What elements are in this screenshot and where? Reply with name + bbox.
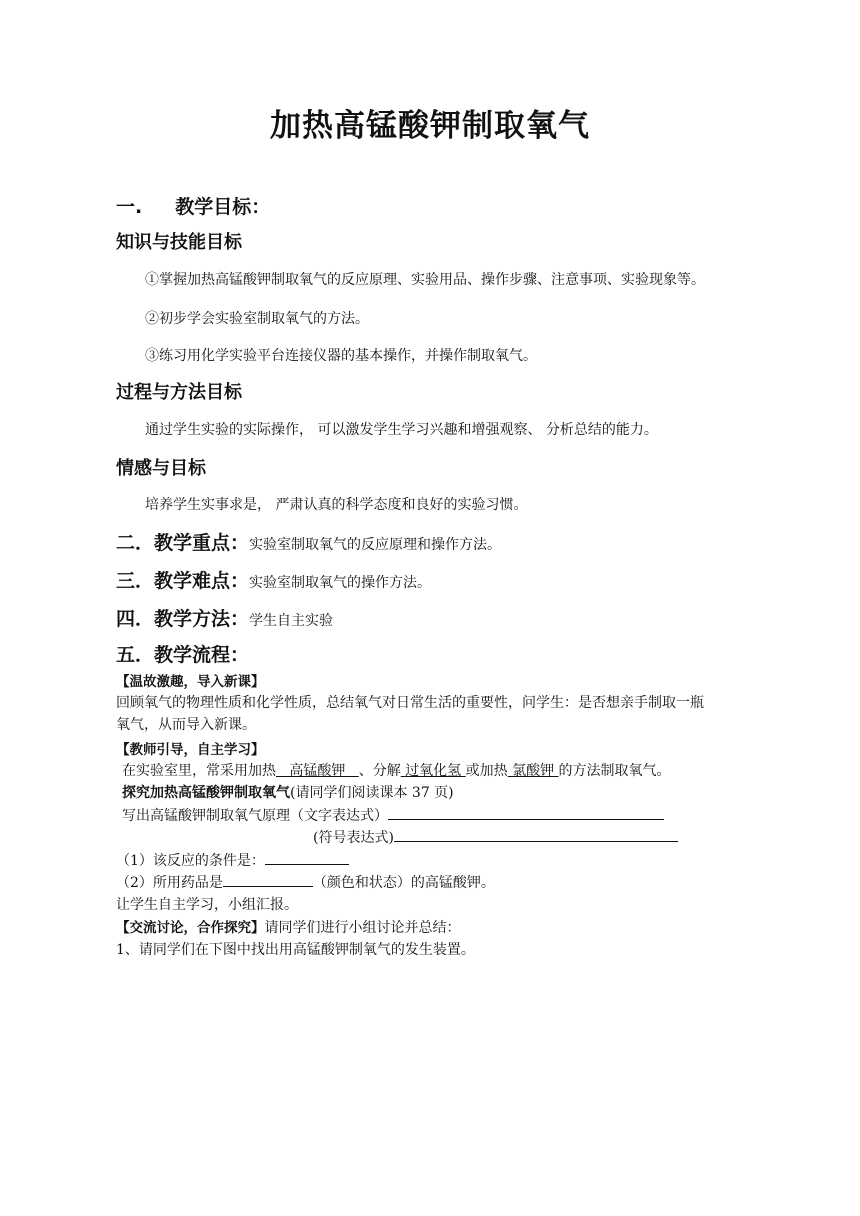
difficulty-row bbox=[116, 566, 431, 593]
method-text: 学生自主实验 bbox=[249, 613, 334, 629]
answer-text: 氯酸钾 bbox=[512, 763, 555, 779]
symbol-equation-line bbox=[313, 827, 678, 847]
lab-text: 或加热 bbox=[465, 763, 508, 779]
lab-methods-sentence bbox=[122, 760, 671, 780]
key-points-text: 实验室制取氧气的反应原理和操作方法。 bbox=[249, 537, 502, 553]
emotion-text: 培养学生实事求是， 严肃认真的科学态度和良好的实验习惯。 bbox=[145, 497, 528, 513]
key-points-label: 二．教学重点： bbox=[116, 532, 250, 554]
explore-note: (请同学们阅读课本 37 页) bbox=[290, 785, 454, 801]
difficulty-text: 实验室制取氧气的操作方法。 bbox=[249, 575, 432, 591]
word-equation-blank[interactable] bbox=[388, 805, 664, 820]
drug-suffix: （颜色和状态）的高锰酸钾。 bbox=[312, 875, 495, 891]
question-1: 1、请同学们在下图中找出用高锰酸钾制氧气的发生装置。 bbox=[116, 942, 475, 958]
drug-label: （2）所用药品是 bbox=[116, 875, 223, 891]
discussion-text: 请同学们进行小组讨论并总结： bbox=[264, 920, 461, 936]
knowledge-heading: 知识与技能目标 bbox=[116, 232, 242, 253]
condition-label: （1）该反应的条件是： bbox=[116, 853, 265, 869]
answer-text: 过氧化氢 bbox=[405, 763, 462, 779]
difficulty-label: 三．教学难点： bbox=[116, 570, 250, 592]
page-title: 加热高锰酸钾制取氧气 bbox=[270, 108, 590, 144]
answer-blank bbox=[508, 763, 559, 779]
section-number: 一. bbox=[116, 196, 143, 218]
section-objectives-heading bbox=[116, 192, 270, 219]
key-points-row bbox=[116, 528, 501, 555]
explore-line bbox=[122, 782, 454, 802]
section-label: 教学目标： bbox=[175, 196, 271, 218]
knowledge-item: ②初步学会实验室制取氧气的方法。 bbox=[145, 311, 369, 327]
lab-text: 、分解 bbox=[358, 763, 401, 779]
word-equation-label: 写出高锰酸钾制取氧气原理（文字表达式） bbox=[122, 808, 388, 824]
condition-blank[interactable] bbox=[265, 850, 349, 865]
review-text: 氧气，从而导入新课。 bbox=[116, 717, 256, 733]
flow-bracket-title: 【交流讨论，合作探究】 bbox=[116, 920, 265, 936]
condition-line bbox=[116, 850, 349, 870]
method-label: 四．教学方法： bbox=[116, 608, 250, 630]
emotion-heading: 情感与目标 bbox=[116, 458, 206, 479]
knowledge-item: ③练习用化学实验平台连接仪器的基本操作，并操作制取氧气。 bbox=[145, 348, 537, 364]
word-equation-line bbox=[122, 805, 664, 825]
lab-text: 在实验室里，常采用加热 bbox=[122, 763, 276, 779]
answer-text: 高锰酸钾 bbox=[289, 763, 346, 779]
answer-blank bbox=[276, 763, 359, 779]
self-study-text: 让学生自主学习，小组汇报。 bbox=[116, 897, 298, 913]
process-text: 通过学生实验的实际操作， 可以激发学生学习兴趣和增强观察、 分析总结的能力。 bbox=[145, 422, 658, 438]
drug-line bbox=[116, 872, 495, 892]
drug-blank[interactable] bbox=[223, 872, 313, 887]
lab-text: 的方法制取氧气。 bbox=[558, 763, 671, 779]
process-heading: 过程与方法目标 bbox=[116, 382, 242, 403]
discussion-line bbox=[116, 916, 461, 937]
explore-title: 探究加热高锰酸钾制取氧气 bbox=[122, 785, 290, 801]
review-text: 回顾氧气的物理性质和化学性质，总结氧气对日常生活的重要性，问学生：是否想亲手制取一瓶 bbox=[116, 695, 704, 711]
answer-blank bbox=[401, 763, 466, 779]
flow-bracket-title: 【温故激趣，导入新课】 bbox=[116, 674, 265, 690]
knowledge-item: ①掌握加热高锰酸钾制取氧气的反应原理、实验用品、操作步骤、注意事项、实验现象等。 bbox=[145, 272, 705, 288]
flow-heading: 五．教学流程： bbox=[116, 644, 250, 666]
method-row bbox=[116, 604, 333, 631]
flow-bracket-title: 【教师引导，自主学习】 bbox=[116, 742, 265, 758]
symbol-equation-blank[interactable] bbox=[394, 827, 678, 842]
symbol-equation-label: (符号表达式) bbox=[313, 830, 394, 846]
